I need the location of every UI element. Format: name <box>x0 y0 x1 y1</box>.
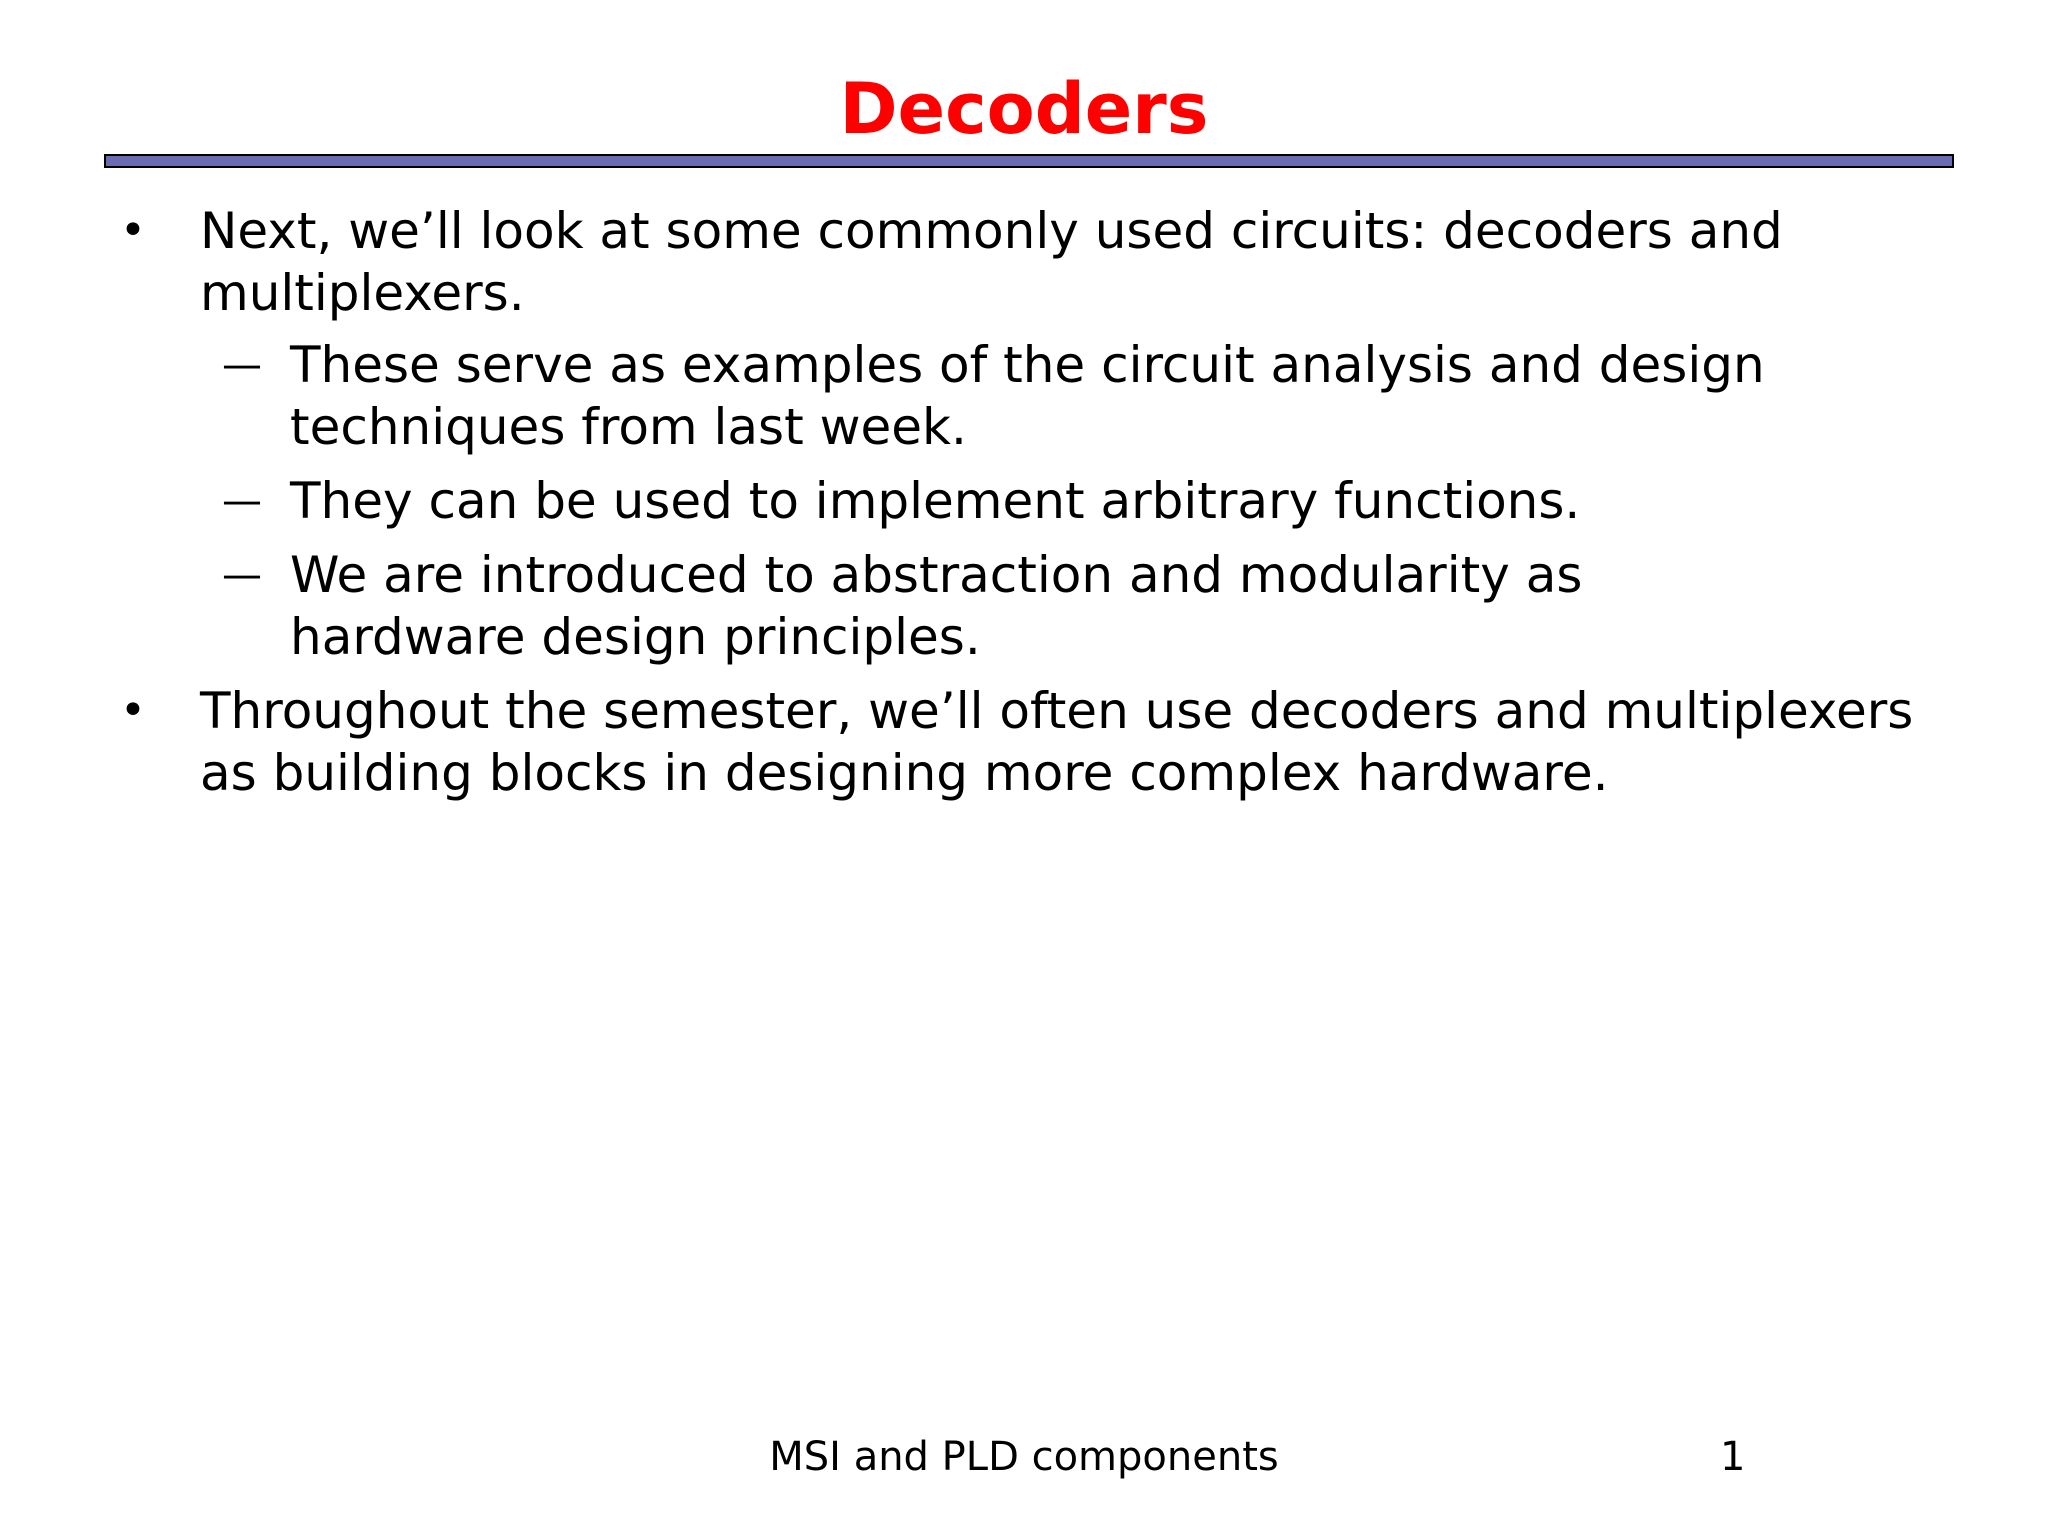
sub-bullet-item <box>0 544 1770 668</box>
slide-title: Decoders <box>839 68 1209 150</box>
bullet-dot-icon: • <box>120 205 146 256</box>
dash-icon: — <box>222 552 262 598</box>
sub-bullet-item <box>0 470 1770 532</box>
bullet-dot-icon: • <box>120 685 146 736</box>
sub-bullet-item <box>0 334 1770 458</box>
sub-bullet-text: These serve as examples of the circuit analysis and design techniques from last week. <box>290 336 1765 456</box>
dash-icon: — <box>222 478 262 524</box>
sub-bullet-text: They can be used to implement arbitrary functions. <box>290 472 1581 530</box>
sub-list <box>0 334 2048 668</box>
bullet-item <box>0 200 1920 324</box>
bullet-item <box>0 680 1920 804</box>
sub-bullet-text: We are introduced to abstraction and modularity as hardware design principles. <box>290 546 1583 666</box>
title-divider <box>104 154 1954 168</box>
bullet-text: Next, we’ll look at some commonly used circuits: decoders and multiplexers. <box>200 202 1783 322</box>
page-number: 1 <box>1720 1434 1746 1480</box>
footer-label: MSI and PLD components <box>769 1434 1279 1480</box>
dash-icon: — <box>222 342 262 388</box>
bullet-text: Throughout the semester, we’ll often use decoders and multiplexers as building blocks in designing more complex hardware. <box>200 682 1914 802</box>
slide-content <box>0 200 2048 814</box>
